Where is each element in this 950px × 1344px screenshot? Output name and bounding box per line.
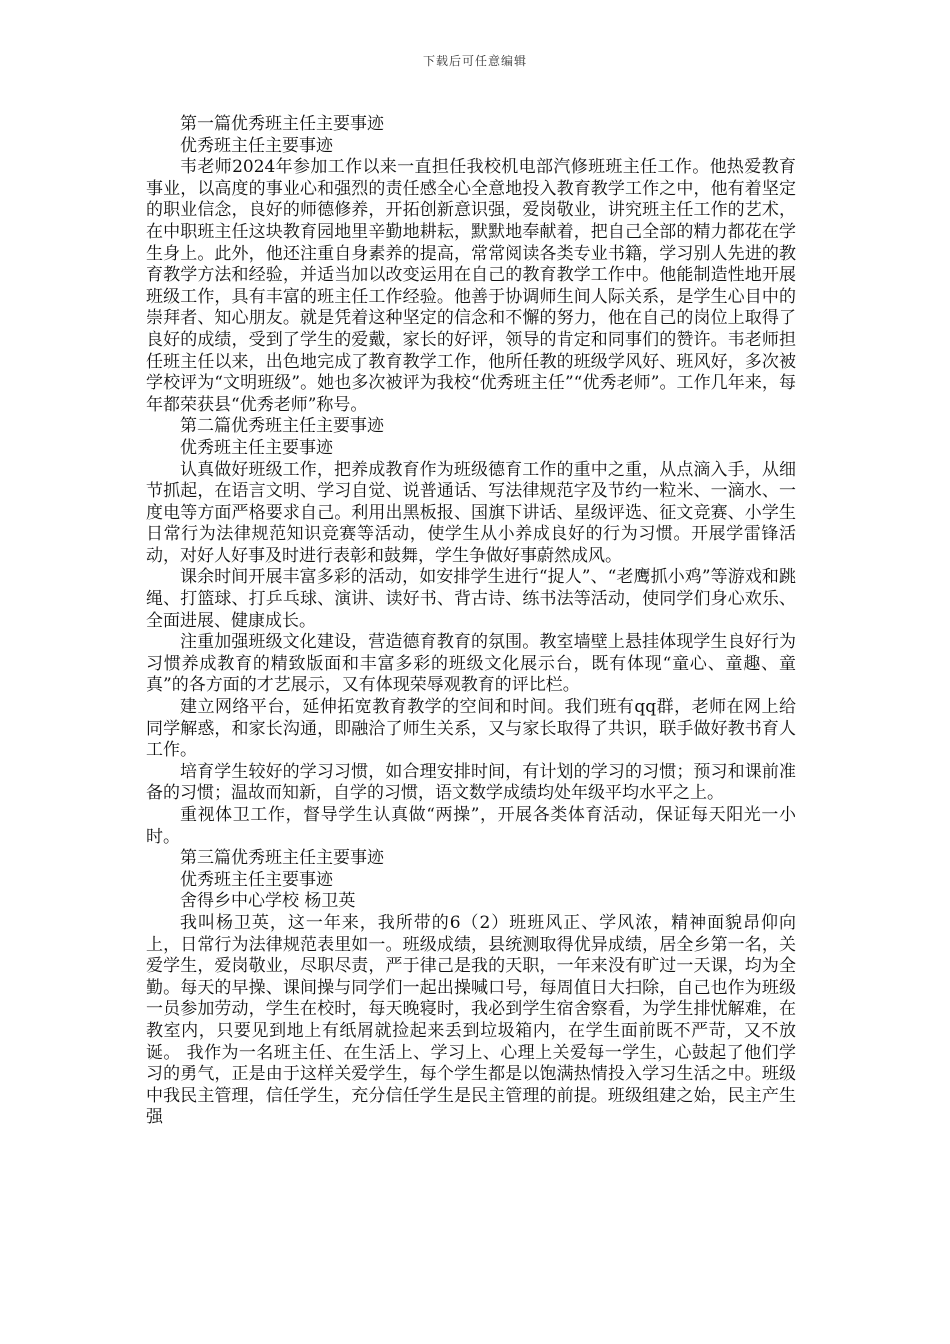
page-header: 下载后可任意编辑 xyxy=(422,54,527,68)
section-title: 第一篇优秀班主任主要事迹 xyxy=(180,114,384,134)
body-paragraph: 建立网络平台，延伸拓宽教育教学的空间和时间。我们班有qq群，老师在网上给同学解惑，和家长沟通，即融洽了师生关系，又与家长取得了共识，联手做好教书育人工作。 xyxy=(146,697,796,761)
body-paragraph: 我叫杨卫英，这一年来，我所带的6（2）班班风正、学风浓，精神面貌昂仰向上，日常行为法律规范表里如一。班级成绩，县统测取得优异成绩，居全乡第一名，关爱学生，爱岗敬业，尽职尽责，严于律己是我的天职，一年来没有旷过一天课，均为全勤。每天的早操、课间操与同学们一起出操喊口号，每周值日大扫除，自己也作为班级一员参加劳动，学生在校时，每天晚寝时，我必到学生宿舍察看，为学生排忧解难，在教室内，只要见到地上有纸屑就捡起来丢到垃圾箱内，在学生面前既不严苛，又不放诞。 我作为一名班主任、在生活上、学习上、心理上关爱每一学生，心鼓起了他们学习的勇气，正是由于这样关爱学生，每个学生都是以饱满热情投入学习生活之中。班级中我民主管理，信任学生，充分信任学生是民主管理的前提。班级组建之始，民主产生强 xyxy=(146,912,796,1128)
section-title: 第二篇优秀班主任主要事迹 xyxy=(180,416,384,437)
section-subtitle: 优秀班主任主要事迹 xyxy=(180,437,333,458)
body-paragraph: 注重加强班级文化建设，营造德育教育的氛围。教室墙壁上悬挂体现学生良好行为习惯养成教育的精致版面和丰富多彩的班级文化展示台，既有体现“童心、童趣、童真”的各方面的才艺展示，又有体现荣辱观教育的评比栏。 xyxy=(146,632,796,696)
body-paragraph: 重视体卫工作，督导学生认真做“两操”，开展各类体育活动，保证每天阳光一小时。 xyxy=(146,805,796,847)
body-paragraph: 培育学生较好的学习习惯，如合理安排时间，有计划的学习的习惯；预习和课前准备的习惯；温故而知新，自学的习惯，语文数学成绩均处年级平均水平之上。 xyxy=(146,761,796,804)
body-paragraph: 韦老师2024年参加工作以来一直担任我校机电部汽修班班主任工作。他热爱教育事业，以高度的事业心和强烈的责任感全心全意地投入教育教学工作之中，他有着坚定的职业信念，良好的师德修养，开拓创新意识强，爱岗敬业，讲究班主任工作的艺术，在中职班主任这块教育园地里辛勤地耕耘，默默地奉献着，把自己全部的精力都花在学生身上。此外，他还注重自身素养的提高，常常阅读各类专业书籍，学习别人先进的教育教学方法和经验，并适当加以改变运用在自己的教育教学工作中。他能制造性地开展班级工作，具有丰富的班主任工作经验。他善于协调师生间人际关系，是学生心目中的崇拜者、知心朋友。就是凭着这种坚定的信念和不懈的努力，他在自己的岗位上取得了良好的成绩，受到了学生的爱戴，家长的好评，领导的肯定和同事们的赞许。韦老师担任班主任以来，出色地完成了教育教学工作，他所任教的班级学风好、班风好，多次被学校评为“文明班级”。她也多次被评为我校“优秀班主任”“优秀老师”。工作几年来，每年都荣获县“优秀老师”称号。 xyxy=(146,157,796,415)
section-subtitle: 优秀班主任主要事迹 xyxy=(180,135,333,156)
document-body xyxy=(146,114,796,1129)
author-line: 舍得乡中心学校 杨卫英 xyxy=(180,891,356,912)
body-paragraph: 认真做好班级工作，把养成教育作为班级德育工作的重中之重，从点滴入手，从细节抓起，在语言文明、学习自觉、说普通话、写法律规范字及节约一粒米、一滴水、一度电等方面严格要求自己。利用出黑板报、国旗下讲话、星级评选、征文竞赛、小学生日常行为法律规范知识竞赛等活动，使学生从小养成良好的行为习惯。开展学雷锋活动，对好人好事及时进行表彰和鼓舞，学生争做好事蔚然成风。 xyxy=(146,459,796,566)
body-paragraph: 课余时间开展丰富多彩的活动，如安排学生进行“捉人”、“老鹰抓小鸡”等游戏和跳绳、打篮球、打乒乓球、演讲、读好书、背古诗、练书法等活动，使同学们身心欢乐、全面进展、健康成长。 xyxy=(146,567,796,631)
section-subtitle: 优秀班主任主要事迹 xyxy=(180,869,333,890)
section-title: 第三篇优秀班主任主要事迹 xyxy=(180,848,384,869)
